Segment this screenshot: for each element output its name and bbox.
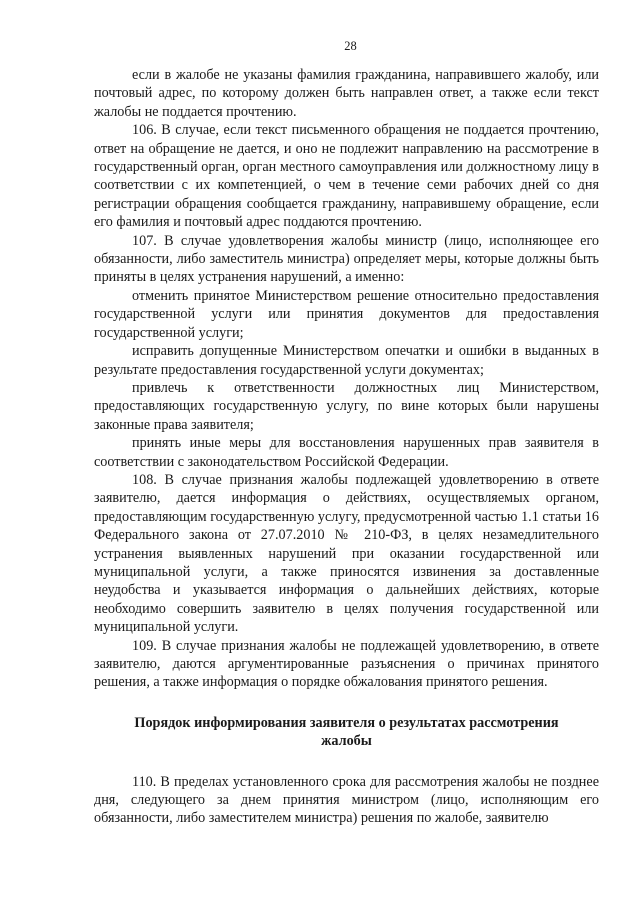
list-item-hold-responsible: привлечь к ответственности должностных лиц Министерством, предоставляющих государственную услугу, по вине которых были нарушены законные права заявителя; <box>94 379 599 433</box>
paragraph-110: 110. В пределах установленного срока для рассмотрения жалобы не позднее дня, следующего за днем принятия министром (лицо, исполняющим его обязанности, либо заместителем министра) решения по жалобе, заявителю <box>94 773 599 827</box>
section-heading-line-2: жалобы <box>321 733 372 750</box>
paragraph-108: 108. В случае признания жалобы подлежащей удовлетворению в ответе заявителю, дается информация о действиях, осуществляемых органом, предоставляющим государственную услугу, предусмотренной частью 1.1 статьи 16 Федерального закона от 27.07.2010 № 210-ФЗ, в целях незамедлительного устранения выявленных нарушений при оказании государственной или муниципальной услуги, а также приносятся извинения за доставленные неудобства и указывается информация о дальнейших действиях, которые необходимо совершить заявителю в целях получения государственной или муниципальной услуги. <box>94 471 599 636</box>
section-heading-line-1: Порядок информирования заявителя о результатах рассмотрения <box>134 714 559 731</box>
paragraph-109: 109. В случае признания жалобы не подлежащей удовлетворению, в ответе заявителю, даются аргументированные разъяснения о причинах принятого решения, а также информация о порядке обжалования принятого решения. <box>94 637 599 691</box>
list-item-other-measures: принять иные меры для восстановления нарушенных прав заявителя в соответствии с законодательством Российской Федерации. <box>94 435 599 470</box>
list-item-cancel-decision: отменить принятое Министерством решение относительно предоставления государственной услуги или принятия документов для предоставления государственной услуги; <box>94 287 599 341</box>
paragraph-106: 106. В случае, если текст письменного обращения не поддается прочтению, ответ на обращение не дается, и оно не подлежит направлению на рассмотрение в государственный орган, орган местного самоуправления или должностному лицу в соответствии с их компетенцией, о чем в течение семи рабочих дней со дня регистрации обращения сообщается гражданину, направившему обращение, если его фамилия и почтовый адрес поддаются прочтению. <box>94 122 599 231</box>
paragraph-complaint-unreadable: если в жалобе не указаны фамилия гражданина, направившего жалобу, или почтовый адрес, по которому должен быть направлен ответ, а также если текст жалобы не поддается прочтению. <box>94 67 599 120</box>
list-item-fix-errors: исправить допущенные Министерством опечатки и ошибки в выданных в результате предоставления государственной услуги документах; <box>94 343 599 378</box>
document-page <box>94 38 599 828</box>
page-number: 28 <box>344 39 357 53</box>
section-heading <box>94 714 599 751</box>
paragraph-107: 107. В случае удовлетворения жалобы министр (лицо, исполняющее его обязанности, либо заместитель министра) определяет меры, которые должны быть приняты в целях устранения нарушений, а именно: <box>94 232 599 286</box>
